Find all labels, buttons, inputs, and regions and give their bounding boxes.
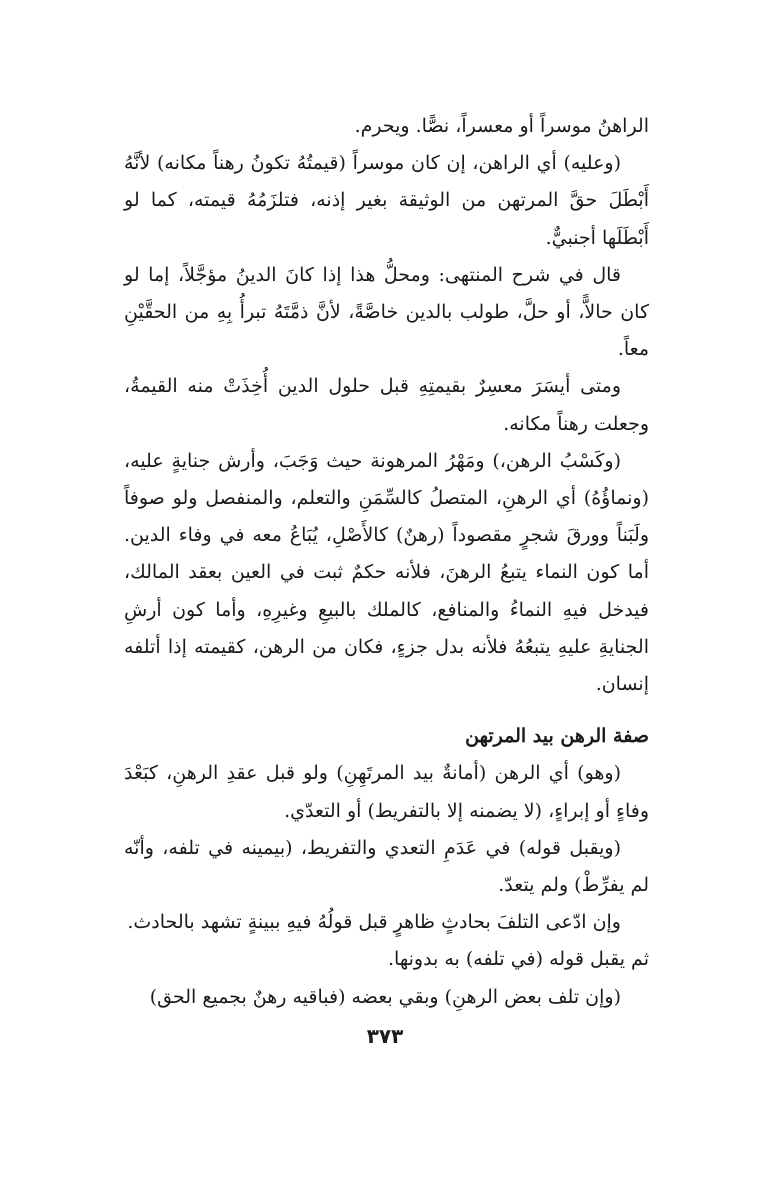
section-heading: صفة الرهن بيد المرتهن <box>465 725 649 748</box>
paragraph-1: الراهنُ موسراً أو معسراً، نصًّا. ويحرم. <box>354 115 649 137</box>
paragraph-2: (وعليه) أي الراهن، إن كان موسراً (قيمتُهُ تكونُ رهناً مكانه) لأنَّهُ أَبْطَلَ حقَّ المرتهن من الوثيقة بغير إذنه، فتلزَمُهُ قيمته، كما لو أَبْطَلَها أجنبيٌّ. <box>124 152 649 249</box>
page-number: ٣٧٣ <box>366 1024 404 1048</box>
paragraph-5: (وكَسْبُ الرهن،) ومَهْرُ المرهونة حيث وَجَبَ، وأرش جنايةٍ عليه، (ونماؤُهُ) أي الرهنِ، المتصلُ كالسِّمَنِ والتعلم، والمنفصل ولو صوفاً ولَبَناً وورقَ شجرٍ مقصوداً (رهنٌ) كالأَصْلِ، يُبَاعُ معه في وفاء الدين. أما كون النماء يتبعُ الرهنَ، فلأنه حكمٌ ثبت في العين بعقد المالك، فيدخل فيهِ النماءُ والمنافع، كالملك بالبيعِ وغيرِهِ، وأما كون أرشِ الجنايةِ عليهِ يتبعُهُ فلأنه بدل جزءٍ، فكان من الرهن، كقيمته إذا أتلفه إنسان. <box>124 449 649 696</box>
paragraph-8: وإن ادّعى التلفَ بحادثٍ ظاهرٍ قبل قولُهُ فيهِ ببينةٍ تشهد بالحادث. <box>127 911 621 934</box>
paragraph-10: (وإن تلف بعض الرهنِ) وبقي بعضه (فباقيه رهنٌ بجميع الحق) <box>149 985 621 1008</box>
paragraph-7: (ويقبل قوله) في عَدَمِ التعدي والتفريط، (بيمينه في تلفه، وأنّه لم يفرِّطْ) ولم يتعدّ. <box>124 836 649 897</box>
paragraph-3: قال في شرح المنتهى: ومحلُّ هذا إذا كانَ الدينُ مؤجَّلاً، إما لو كان حالاًّ، أو حلَّ، طولب بالدين خاصَّةً، لأنَّ ذمَّتَهُ تبرأُ بِهِ من الحقَّيْنِ معاً. <box>124 263 649 361</box>
paragraph-4: ومتى أيسَرَ معسِرٌ بقيمتِهِ قبل حلول الدين أُخِذَتْ منه القيمةُ، وجعلت رهناً مكانه. <box>124 375 649 435</box>
paragraph-6: (وهو) أي الرهن (أمانةٌ بيد المرتَهِنِ) ولو قبل عقدِ الرهنِ، كبَعْدَ وفاءٍ أو إبراءٍ، (لا يضمنه إلا بالتفريط) أو التعدّي. <box>124 762 649 822</box>
paragraph-9: ثم يقبل قوله (في تلفه) به بدونها. <box>388 948 649 971</box>
main-text <box>124 108 649 1016</box>
